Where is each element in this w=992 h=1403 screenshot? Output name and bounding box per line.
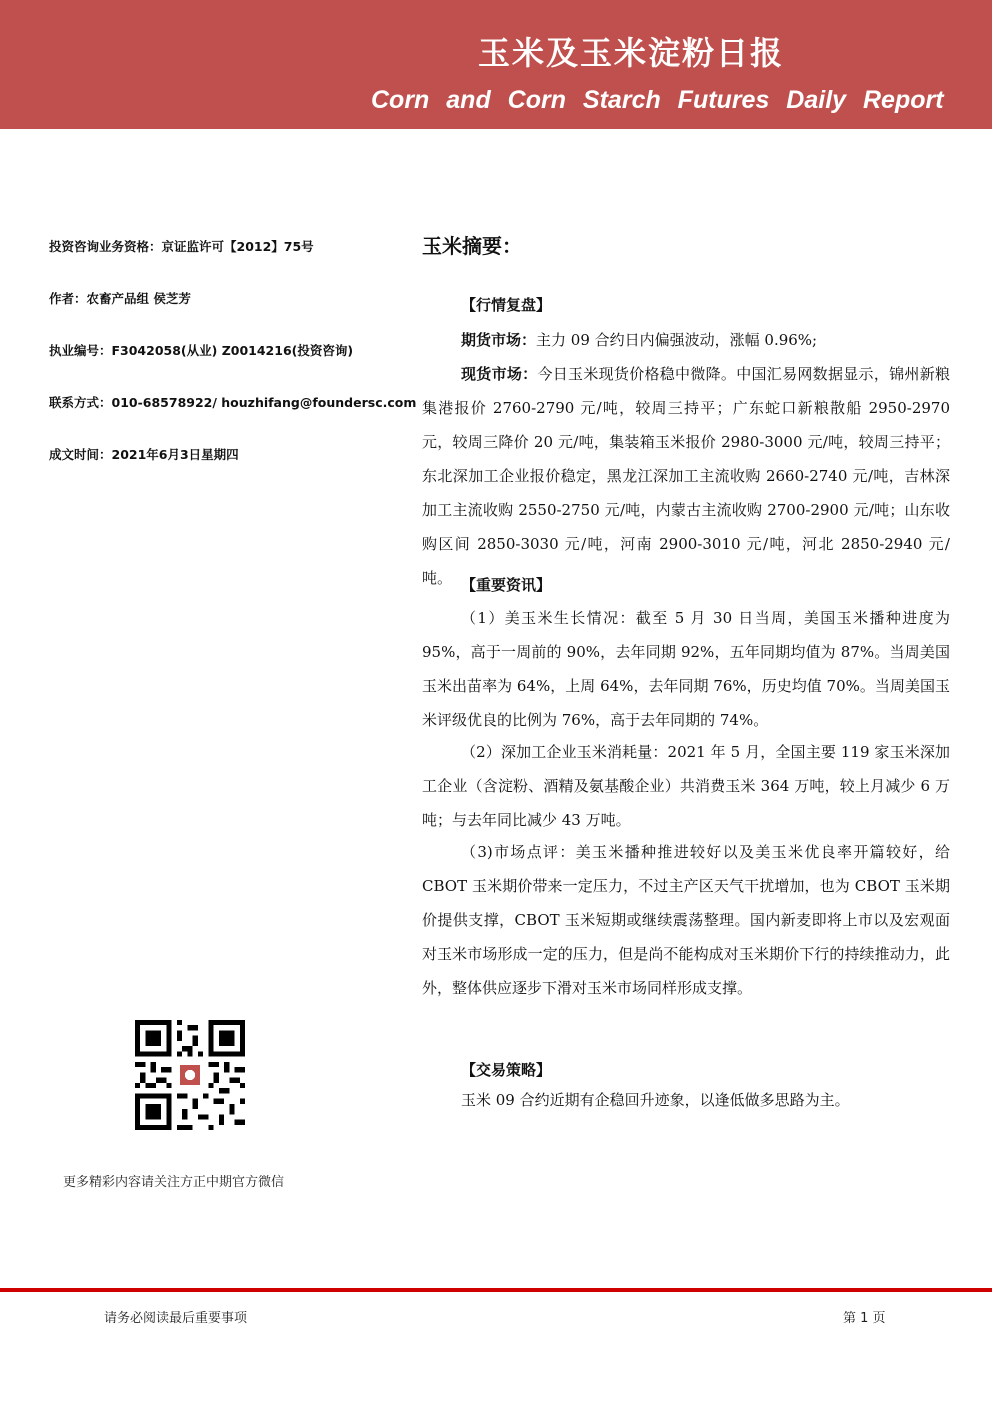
footer-divider (0, 1288, 992, 1292)
report-title-cn: 玉米及玉米淀粉日报 (478, 34, 785, 72)
strategy-text: 玉米 09 合约近期有企稳回升迹象，以逢低做多思路为主。 (461, 1091, 850, 1109)
futures-label: 期货市场： (461, 331, 537, 349)
contact-line: 联系方式：010-68578922/ houzhifang@foundersc.com (49, 395, 417, 410)
report-header (0, 0, 992, 129)
summary-title: 玉米摘要： (422, 234, 522, 258)
strategy-heading: 【交易策略】 (461, 1061, 552, 1079)
qr-code-icon (135, 1020, 245, 1130)
spot-text: 今日玉米现货价格稳中微降。中国汇易网数据显示，锦州新粮集港报价 2760-2790 元/吨，较周三持平；广东蛇口新粮散船 2950-2970 元，较周三降价 20 元/吨，集装箱玉米报价 2980-3000 元/吨，较周三持平；东北深加工企业报价稳定，黑龙江深加工主流收购 2660-2740 元/吨，吉林深加工主流收购 2550-2750 元/吨，内蒙古主流收购 2700-2900 元/吨；山东收购区间 2850-3030 元/吨，河南 2900-3010 元/吨，河北 2850-2940 元/吨。 (422, 365, 950, 587)
qualification-line: 投资咨询业务资格：京证监许可【2012】75号 (49, 239, 314, 254)
footer-notice: 请务必阅读最后重要事项 (104, 1311, 248, 1326)
news-heading: 【重要资讯】 (461, 576, 552, 594)
news-item-2: （2）深加工企业玉米消耗量：2021 年 5 月，全国主要 119 家玉米深加工企业（含淀粉、酒精及氨基酸企业）共消费玉米 364 万吨，较上月减少 6 万吨；与去年同比减少 43 万吨。 (422, 743, 950, 829)
news-item-3: （3)市场点评：美玉米播种推进较好以及美玉米优良率开篇较好，给 CBOT 玉米期价带来一定压力，不过主产区天气干扰增加，也为 CBOT 玉米期价提供支撑，CBOT 玉米短期或继续震荡整理。国内新麦即将上市以及宏观面对玉米市场形成一定的压力，但是尚不能构成对玉米期价下行的持续推动力，此外，整体供应逐步下滑对玉米市场同样形成支撑。 (422, 843, 950, 997)
author-line: 作者：农畜产品组 侯芝芳 (49, 291, 191, 306)
page-number: 第 1 页 (843, 1311, 886, 1326)
futures-paragraph (422, 323, 950, 357)
spot-paragraph (422, 357, 950, 595)
report-title-en: Corn and Corn Starch Futures Daily Report (371, 86, 944, 114)
license-line: 执业编号：F3042058(从业) Z0014216(投资咨询) (49, 343, 354, 358)
futures-text: 主力 09 合约日内偏强波动，涨幅 0.96%; (536, 331, 818, 349)
news-item-1: （1）美玉米生长情况：截至 5 月 30 日当周，美国玉米播种进度为 95%，高于一周前的 90%，去年同期 92%，五年同期均值为 87%。当周美国玉米出苗率为 64%，上周 64%，去年同期 76%，历史均值 70%。当周美国玉米评级优良的比例为 76%，高于去年同期的 74%。 (422, 609, 950, 729)
date-line: 成文时间：2021年6月3日星期四 (49, 447, 239, 462)
review-heading: 【行情复盘】 (461, 296, 552, 314)
spot-label: 现货市场： (461, 365, 538, 383)
qr-caption: 更多精彩内容请关注方正中期官方微信 (63, 1175, 285, 1190)
